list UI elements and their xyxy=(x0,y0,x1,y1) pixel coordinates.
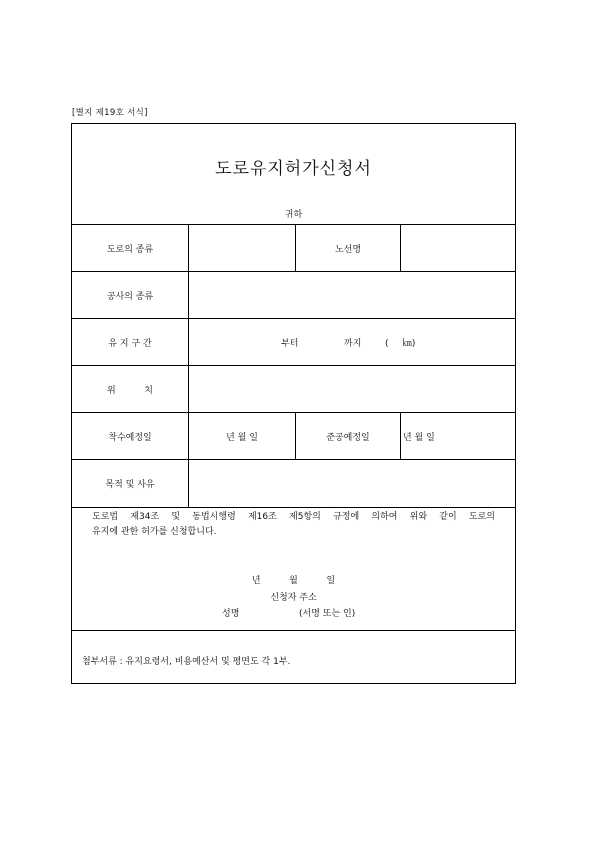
route-name-label: 노선명 xyxy=(295,225,400,272)
location-label: 위 치 xyxy=(107,386,153,396)
attachments-text: 첨부서류 : 유지요령서, 비용예산서 및 평면도 각 1부. xyxy=(82,657,291,667)
start-date-label: 착수예정일 xyxy=(108,433,152,443)
section-field[interactable] xyxy=(188,319,515,366)
purpose-row xyxy=(72,459,515,508)
route-name-field[interactable] xyxy=(400,225,515,272)
road-type-field[interactable] xyxy=(188,225,295,272)
applicant-name-label: 성명 xyxy=(222,609,240,619)
application-statement xyxy=(92,506,495,543)
completion-date-field[interactable]: 년 월 일 xyxy=(400,413,515,460)
section-to-text: 까지 xyxy=(344,339,362,349)
work-type-row xyxy=(72,271,515,319)
statement-line-2: 유지에 관한 허가를 신청합니다. xyxy=(92,527,217,537)
work-type-label: 공사의 종류 xyxy=(106,292,154,302)
purpose-field[interactable] xyxy=(188,460,515,507)
application-form xyxy=(71,123,516,684)
location-row xyxy=(72,365,515,413)
form-title: 도로유지허가신청서 xyxy=(215,159,372,179)
road-type-label: 도로의 종류 xyxy=(106,245,154,255)
purpose-label: 목적 및 사유 xyxy=(105,480,155,490)
signature-seal-note: (서명 또는 인) xyxy=(299,609,356,619)
section-from-text: 부터 xyxy=(281,339,299,349)
work-type-field[interactable] xyxy=(188,272,515,319)
attachments-section xyxy=(72,630,515,667)
form-number-label: [별지 제19호 서식] xyxy=(72,108,148,118)
statement-line-1: 도로법 제34조 및 동법시행령 제16조 제5항의 규정에 의하여 위와 같이 도로의 xyxy=(92,512,495,522)
recipient-line: 귀하 xyxy=(284,210,303,220)
section-row xyxy=(72,318,515,366)
applicant-address: 신청자 주소 xyxy=(270,593,317,603)
section-km-text: ( ㎞) xyxy=(385,339,416,349)
location-field[interactable] xyxy=(188,366,515,413)
completion-date-label: 준공예정일 xyxy=(295,413,400,460)
start-date-field[interactable]: 년 월 일 xyxy=(188,413,295,460)
section-label: 유 지 구 간 xyxy=(108,339,152,349)
road-type-row xyxy=(72,224,515,272)
schedule-row xyxy=(72,412,515,460)
application-date: 년 월 일 xyxy=(251,576,336,586)
